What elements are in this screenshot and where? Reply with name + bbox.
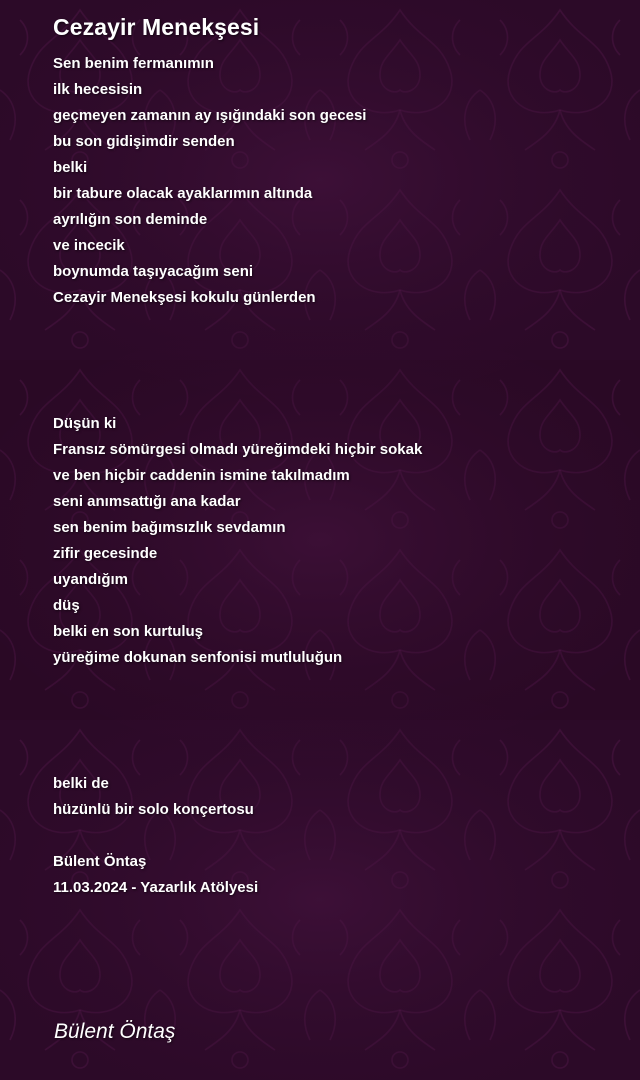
poem-line: bu son gidişimdir senden xyxy=(53,133,235,150)
poem-line: ve incecik xyxy=(53,237,125,254)
poem-line: geçmeyen zamanın ay ışığındaki son gecesi xyxy=(53,107,367,124)
poem-signature xyxy=(53,849,258,901)
poem-line: ve ben hiçbir caddenin ismine takılmadım xyxy=(53,467,350,484)
footer-author-name: Bülent Öntaş xyxy=(54,1020,176,1043)
stanza-1 xyxy=(53,51,366,311)
poem-line: boynumda taşıyacağım seni xyxy=(53,263,254,280)
poem-line: hüzünlü bir solo konçertosu xyxy=(53,801,254,818)
poem-line: Düşün ki xyxy=(53,415,117,432)
poem-line: bir tabure olacak ayaklarımın altında xyxy=(53,185,313,202)
stanza-3 xyxy=(53,771,254,823)
poem-line: Sen benim fermanımın xyxy=(53,55,214,72)
poem-line: belki de xyxy=(53,775,109,792)
signature-author: Bülent Öntaş xyxy=(53,853,147,870)
poem-line: yüreğime dokunan senfonisi mutluluğun xyxy=(53,649,343,666)
poem-line: sen benim bağımsızlık sevdamın xyxy=(53,519,286,536)
poem-title: Cezayir Menekşesi xyxy=(53,14,260,40)
poem-line: Fransız sömürgesi olmadı yüreğimdeki hiçbir sokak xyxy=(53,441,423,458)
poem-line: uyandığım xyxy=(53,571,129,588)
poem-line: düş xyxy=(53,597,80,614)
poem-line: ilk hecesisin xyxy=(53,81,143,98)
poem-line: Cezayir Menekşesi kokulu günlerden xyxy=(53,289,316,306)
signature-date-source: 11.03.2024 - Yazarlık Atölyesi xyxy=(53,879,259,896)
poem-line: ayrılığın son deminde xyxy=(53,211,208,228)
poem-line: seni anımsattığı ana kadar xyxy=(53,493,241,510)
poem-line: belki en son kurtuluş xyxy=(53,623,204,640)
poem-line: zifir gecesinde xyxy=(53,545,158,562)
stanza-2 xyxy=(53,411,422,671)
poem-line: belki xyxy=(53,159,88,176)
